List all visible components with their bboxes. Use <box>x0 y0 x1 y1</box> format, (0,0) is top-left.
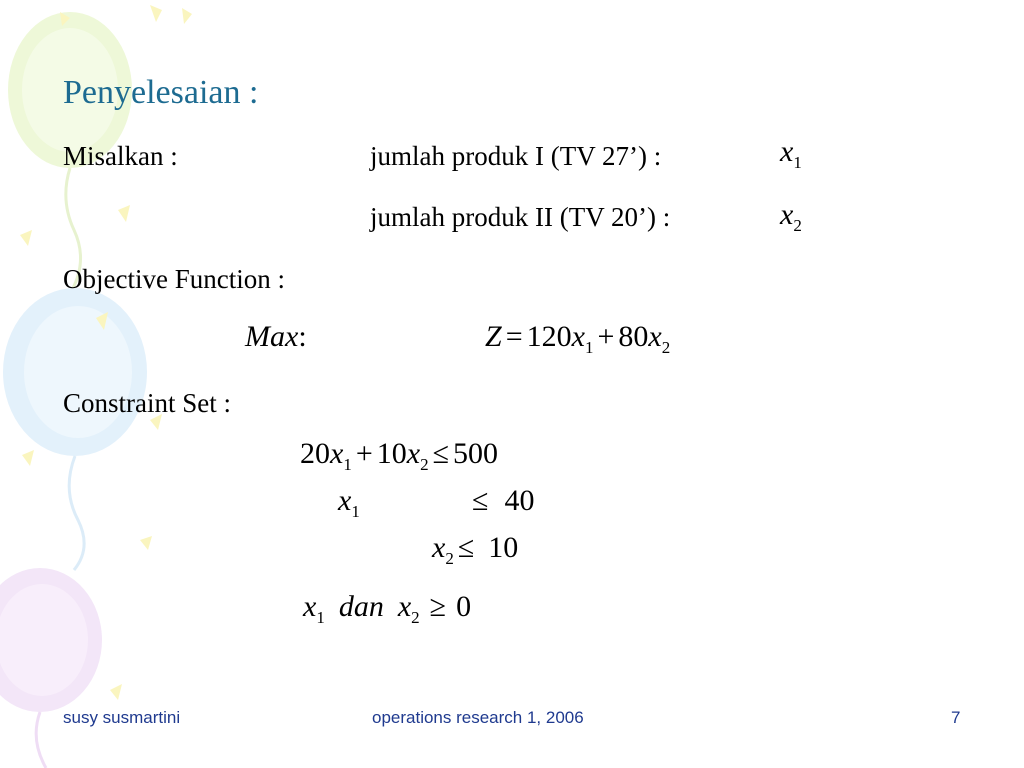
variable-x1-symbol: $x_1$ <box>780 135 802 172</box>
objective-equation: $Z = 120x_1 + 80x_2$ <box>485 320 671 357</box>
constraint-2-lhs: $x_1$ <box>338 484 360 521</box>
constraint-1: $20x_1 + 10x_2 \le 500$ <box>300 437 499 474</box>
constraint-2-rhs: ≤ 40 <box>472 484 535 517</box>
footer-author: susy susmartini <box>63 708 181 727</box>
variable-definition-2: jumlah produk II (TV 20’) : <box>370 202 671 232</box>
misalkan-label: Misalkan : <box>63 141 178 171</box>
objective-function-label: Objective Function : <box>63 264 285 294</box>
max-label: Max: <box>245 320 307 353</box>
non-negativity-constraint: $x_1$ dan $x_2 \ge 0$ <box>303 590 472 627</box>
slide-heading: Penyelesaian : <box>63 74 259 111</box>
constraint-set-label: Constraint Set : <box>63 388 231 418</box>
variable-definition-1: jumlah produk I (TV 27’) : <box>370 141 662 171</box>
constraint-3: $x_2 \le 10$ <box>432 531 519 568</box>
footer-course: operations research 1, 2006 <box>372 708 584 727</box>
variable-x2-symbol: $x_2$ <box>780 198 802 235</box>
footer-page-number: 7 <box>951 708 961 727</box>
